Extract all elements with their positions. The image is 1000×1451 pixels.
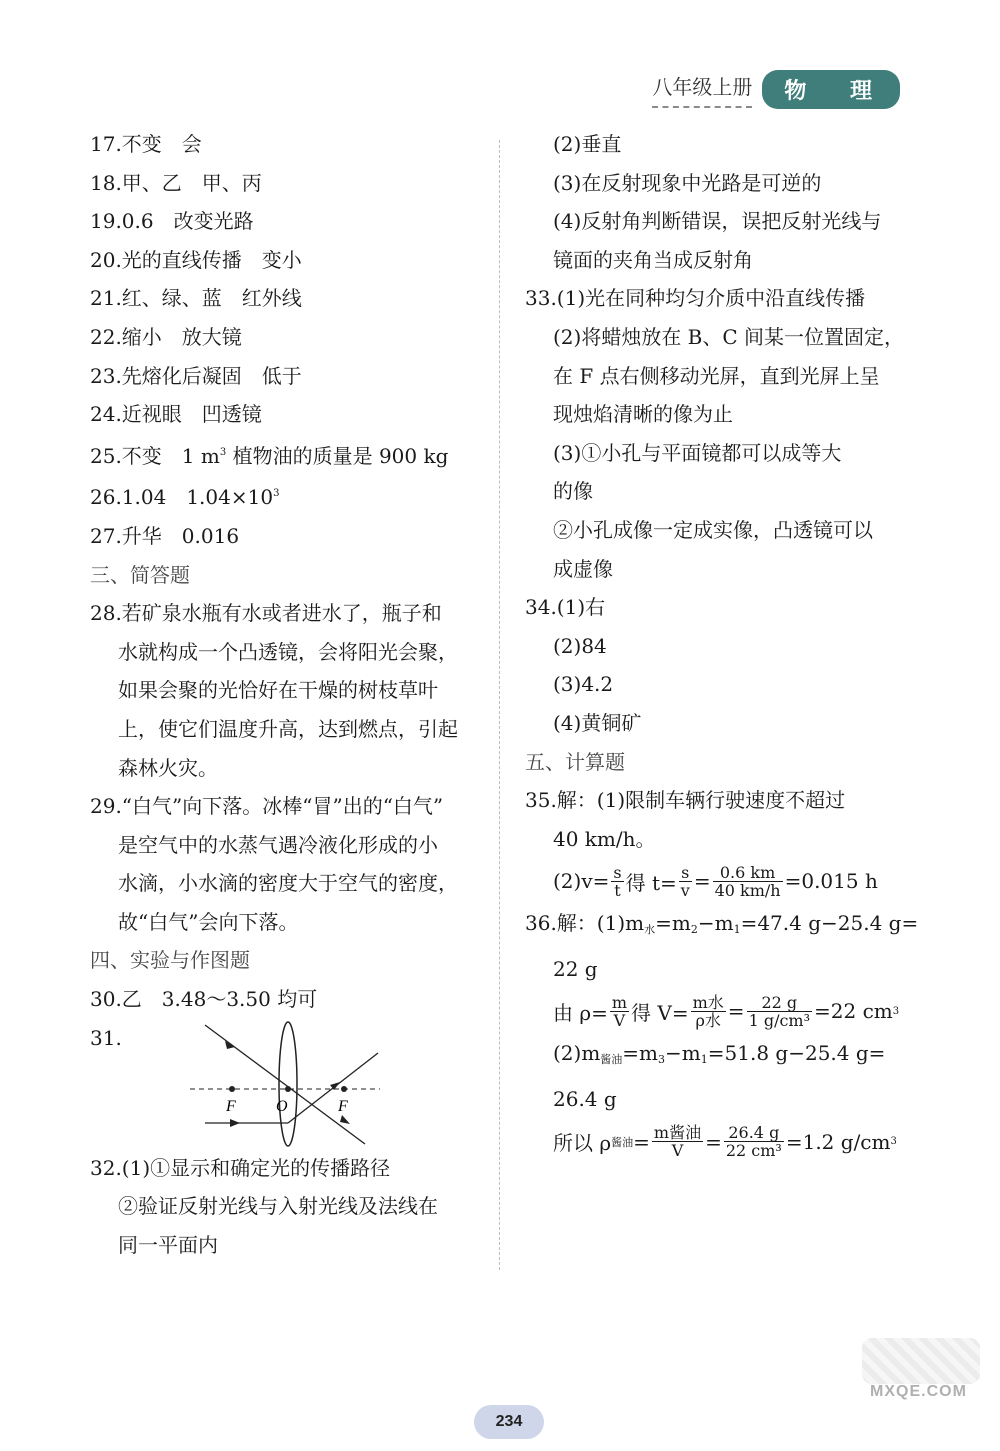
watermark-text: MXQE.COM [870, 1383, 967, 1400]
answer-32-cont: (3)在反射现象中光路是可逆的 [553, 170, 822, 195]
answer-23: 23.先熔化后凝固 低于 [90, 363, 302, 388]
fraction: $\frac{22 g}{\text{1 g/cm³}}$ [748, 992, 811, 1030]
answer-20: 20.光的直线传播 变小 [90, 247, 302, 272]
arrow-icon [225, 1041, 235, 1049]
answer-35-line: 35.解：(1)限制车辆行驶速度不超过 [525, 788, 846, 813]
answer-29-line: 故“白气”会向下落。 [118, 909, 299, 934]
focal-point-right [341, 1086, 347, 1092]
convex-lens-ray-diagram [190, 1019, 390, 1149]
answer-32-line: 同一平面内 [118, 1232, 218, 1257]
answer-33-line: 在 F 点右侧移动光屏，直到光屏上呈 [553, 363, 880, 388]
arrow-icon [340, 1115, 350, 1124]
watermark-logo [862, 1338, 980, 1384]
fraction: $\frac{0.6 km}{40 km/h}$ [714, 862, 781, 900]
subject-badge: 物 理 [762, 70, 900, 109]
answer-33-line: 33.(1)光在同种均匀介质中沿直线传播 [525, 286, 866, 311]
page-header [652, 70, 900, 109]
fraction: $\frac{s}{v}$ [680, 862, 690, 900]
answer-34-line: 34.(1)右 [525, 595, 606, 620]
section-heading-5: 五、计算题 [525, 749, 625, 774]
answer-27: 27.升华 0.016 [90, 523, 240, 548]
answer-19: 19.0.6 改变光路 [90, 209, 254, 234]
grade-label: 八年级上册 [652, 71, 752, 108]
answer-29-line: 水滴，小水滴的密度大于空气的密度， [118, 871, 458, 896]
fraction: $\frac{26.4 g}{\text{22 cm³}}$ [725, 1123, 782, 1161]
answer-28-line: 如果会聚的光恰好在干燥的树枝草叶 [118, 678, 438, 703]
answer-21: 21.红、绿、蓝 红外线 [90, 286, 302, 311]
answer-33-line: (3)①小孔与平面镜都可以成等大 [553, 440, 842, 465]
answer-36-line: 36.解：$(1)m_水=m_2-m_1=47.4$ g−25.4 g= [525, 911, 919, 937]
focal-point-left [229, 1086, 235, 1092]
answer-35-formula: (2)v= $\frac{s}{t}$ 得 t= $\frac{s}{v}$ = $\frac{0.6 km}{40 km/h}$ =0.015 h [553, 862, 878, 900]
optical-center [285, 1086, 291, 1092]
answer-28-line: 上，使它们温度升高，达到燃点，引起 [118, 716, 458, 741]
answer-29-line: 29.“白气”向下落。冰棒“冒”出的“白气” [90, 794, 444, 819]
answer-31-label: 31. [90, 1025, 122, 1050]
answer-30: 30.乙 3.48～3.50 均可 [90, 987, 318, 1012]
answer-18: 18.甲、乙 甲、丙 [90, 170, 262, 195]
answer-26: 26.1.04 $1.04\times 10^3$ [90, 485, 280, 510]
section-heading-3: 三、简答题 [90, 562, 190, 587]
answer-33-line: 现烛焰清晰的像为止 [553, 402, 733, 427]
answer-32-cont: (2)垂直 [553, 132, 622, 156]
answer-36-line: 22 g [553, 956, 598, 981]
left-column [90, 125, 490, 1264]
answer-34-line: (4)黄铜矿 [553, 710, 642, 735]
answer-31-diagram [90, 1019, 490, 1149]
answer-17: 17.不变 会 [90, 132, 202, 156]
answer-28-line: 森林火灾。 [118, 755, 218, 780]
answer-34-line: (2)84 [553, 633, 607, 658]
answer-33-line: (2)将蜡烛放在 B、C 间某一位置固定， [553, 324, 905, 349]
answer-33-line: ②小孔成像一定成实像，凸透镜可以 [553, 517, 873, 542]
section-heading-4: 四、实验与作图题 [90, 948, 250, 973]
answer-32-cont: (4)反射角判断错误，误把反射光线与 [553, 209, 882, 234]
ray-through-center [205, 1025, 365, 1144]
convex-lens [279, 1022, 297, 1146]
answer-28-line: 水就构成一个凸透镜，会将阳光会聚， [118, 639, 458, 664]
answer-25: 25.不变 1 $m^3$ 植物油的质量是 900 kg [90, 443, 449, 468]
answer-29-line: 是空气中的水蒸气遇冷液化形成的小 [118, 832, 438, 857]
answer-36-line: $(2)m_{酱油}=m_3-m_1=51.8$ g−25.4 g= [553, 1041, 886, 1067]
answer-36-formula: 由 ρ= $\frac{m}{V}$ 得 V= $\frac{\text{m水}}{\text{ρ水}}$ = $\frac{22 g}{\text{1 g/cm³}}$ =22 cm 3 [553, 992, 900, 1030]
right-column [525, 125, 919, 1165]
answer-33-line: 成虚像 [553, 556, 613, 581]
arrow-icon [230, 1119, 240, 1127]
center-label: O [276, 1097, 288, 1115]
answer-36-line: 26.4 g [553, 1087, 617, 1112]
fraction: $\frac{s}{t}$ [613, 862, 622, 900]
answer-24: 24.近视眼 凹透镜 [90, 402, 262, 427]
focal-label-right: F [338, 1097, 348, 1115]
column-divider [499, 140, 500, 1270]
answer-34-line: (3)4.2 [553, 672, 614, 697]
focal-label-left: F [226, 1097, 236, 1115]
answer-35-line: 40 km/h。 [553, 826, 656, 851]
answer-22: 22.缩小 放大镜 [90, 324, 242, 349]
answer-33-line: 的像 [553, 479, 593, 504]
page-number: 234 [474, 1405, 544, 1439]
answer-28-line: 28.若矿泉水瓶有水或者进水了，瓶子和 [90, 601, 442, 626]
answer-36-formula: 所以 ρ 酱油 = $\frac{\text{m酱油}}{V}$ = $\frac{26.4 g}{\text{22 cm³}}$ =1.2 g/cm 3 [553, 1123, 897, 1161]
answer-32-line: 32.(1)①显示和确定光的传播路径 [90, 1155, 391, 1180]
answer-32-line: ②验证反射光线与入射光线及法线在 [118, 1194, 438, 1219]
fraction: $\frac{\text{m酱油}}{V}$ [653, 1123, 702, 1161]
answer-32-cont: 镜面的夹角当成反射角 [553, 247, 753, 272]
fraction: $\frac{\text{m水}}{\text{ρ水}}$ [692, 992, 724, 1030]
fraction: $\frac{m}{V}$ [611, 992, 628, 1030]
